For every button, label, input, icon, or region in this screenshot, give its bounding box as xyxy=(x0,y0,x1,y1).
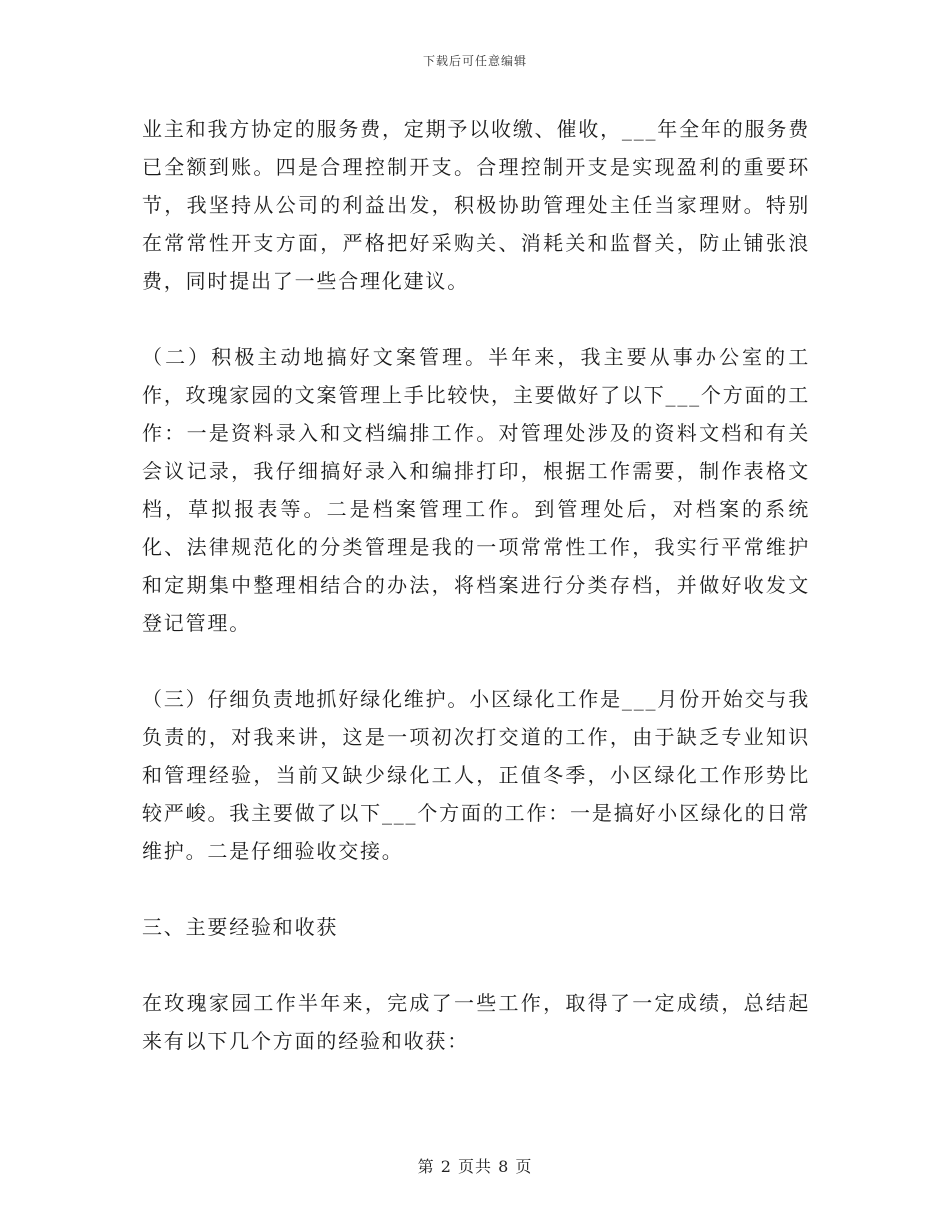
document-body xyxy=(142,110,810,1060)
paragraph-document-management: （二）积极主动地搞好文案管理。半年来，我主要从事办公室的工作，玫瑰家园的文案管理上手比较快，主要做好了以下___个方面的工作：一是资料录入和文档编排工作。对管理处涉及的资料文档和有关会议记录，我仔细搞好录入和编排打印，根据工作需要，制作表格文档，草拟报表等。二是档案管理工作。到管理处后，对档案的系统化、法律规范化的分类管理是我的一项常常性工作，我实行平常维护和定期集中整理相结合的办法，将档案进行分类存档，并做好收发文登记管理。 xyxy=(142,345,810,635)
section-heading-experience: 三、主要经验和收获 xyxy=(142,915,339,939)
paragraph-greening-maintenance: （三）仔细负责地抓好绿化维护。小区绿化工作是___月份开始交与我负责的，对我来讲，这是一项初次打交道的工作，由于缺乏专业知识和管理经验，当前又缺少绿化工人，正值冬季，小区绿化工作形势比较严峻。我主要做了以下___个方面的工作：一是搞好小区绿化的日常维护。二是仔细验收交接。 xyxy=(142,687,810,863)
page-header: 下载后可任意编辑 xyxy=(422,54,527,68)
paragraph-summary: 在玫瑰家园工作半年来，完成了一些工作，取得了一定成绩，总结起来有以下几个方面的经验和收获： xyxy=(142,991,810,1053)
paragraph-service-fee: 业主和我方协定的服务费，定期予以收缴、催收，___年全年的服务费已全额到账。四是合理控制开支。合理控制开支是实现盈利的重要环节，我坚持从公司的利益出发，积极协助管理处主任当家理财。特别在常常性开支方面，严格把好采购关、消耗关和监督关，防止铺张浪费，同时提出了一些合理化建议。 xyxy=(142,117,810,293)
page-number: 第 2 页共 8 页 xyxy=(417,1157,533,1176)
